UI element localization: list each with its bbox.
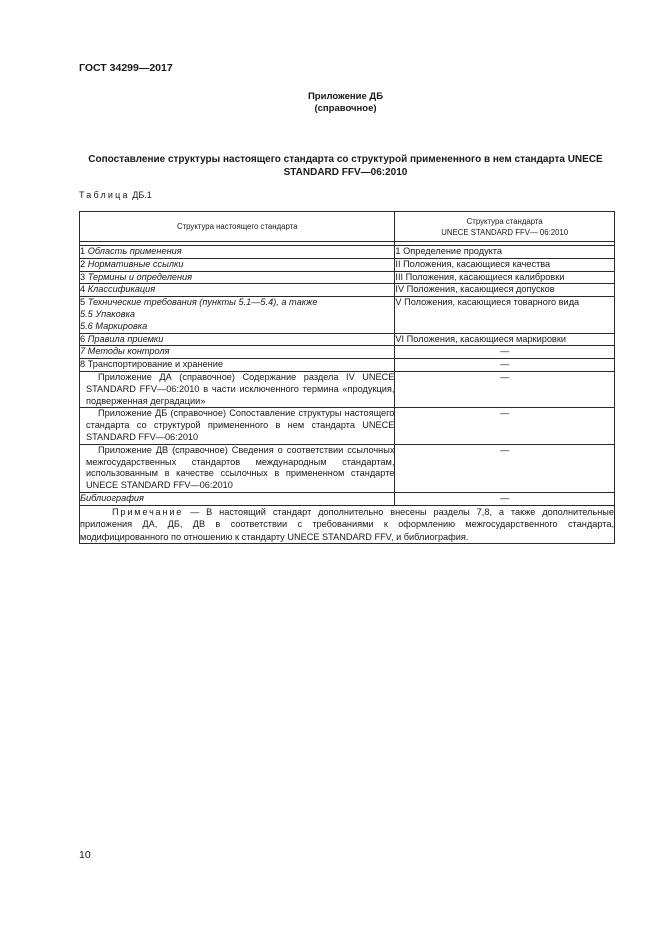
table-caption <box>79 190 152 200</box>
table-row <box>80 333 615 346</box>
section-title: Правила приемки <box>87 333 164 344</box>
row-right-cell: — <box>395 359 615 372</box>
table-row <box>80 258 615 271</box>
table-note-row <box>80 505 615 544</box>
note-text: — В настоящий стандарт дополнительно внесены разделы 7,8, а также дополнительные приложения ДА, ДБ, ДВ в соответствии с требованиями к оформлению межгосударственного стандарта, модифицированного по отношению к стандарту UNECE STANDARD FFV, и библиография. <box>80 506 614 542</box>
table-row <box>80 297 615 333</box>
section-title: Область применения <box>87 246 182 256</box>
section-title: Технические требования (пункты 5.1—5.4), а также <box>87 297 318 308</box>
row-right-cell: VI Положения, касающиеся маркировки <box>395 333 615 346</box>
section-number: 5 <box>80 297 86 308</box>
row-left-cell: Библиография <box>80 492 395 505</box>
table-row <box>80 444 615 492</box>
table-row <box>80 271 615 284</box>
section-number: 1 <box>80 246 86 256</box>
table-header-row <box>80 212 615 242</box>
row-right-cell: — <box>395 408 615 444</box>
row-left-cell: Приложение ДВ (справочное) Сведения о соответствии ссылочных межгосударственных стандартов международным стандартам, использованным в качестве ссылочных в примененном стандарте UNECE STANDARD FFV—06:2010 <box>80 444 395 492</box>
subsection-title: 5.5 Упаковка <box>80 308 135 319</box>
table-caption-word: Таблица <box>79 190 130 200</box>
row-right-cell: V Положения, касающиеся товарного вида <box>395 297 615 333</box>
header-this-standard: Структура настоящего стандарта <box>80 212 395 242</box>
table-row <box>80 371 615 407</box>
section-title: Классификация <box>87 284 156 295</box>
section-heading: Сопоставление структуры настоящего стандарта со структурой примененного в нем стандарта UNECE STANDARD FFV—06:2010 <box>88 154 603 178</box>
row-right-cell: — <box>395 346 615 359</box>
row-left-cell <box>80 246 395 259</box>
table-caption-number: ДБ.1 <box>132 190 152 200</box>
section-number: 4 <box>80 284 86 295</box>
table-row <box>80 346 615 359</box>
table-row <box>80 492 615 505</box>
row-right-cell: II Положения, касающиеся качества <box>395 258 615 271</box>
section-number: 2 <box>80 258 86 269</box>
row-left-cell: 7 Методы контроля <box>80 346 395 359</box>
row-left-cell <box>80 333 395 346</box>
header-unece-line2: UNECE STANDARD FFV— 06:2010 <box>441 227 569 237</box>
row-left-cell <box>80 297 395 333</box>
row-left-cell: Приложение ДА (справочное) Содержание раздела IV UNECE STANDARD FFV—06:2010 в части исключенного термина «продукция, подверженная деградации» <box>80 371 395 407</box>
header-unece-line1: Структура стандарта <box>466 216 543 226</box>
row-left-cell <box>80 284 395 297</box>
table-row <box>80 246 615 259</box>
section-number: 6 <box>80 333 86 344</box>
row-right-cell: IV Положения, касающиеся допусков <box>395 284 615 297</box>
row-left-cell <box>80 258 395 271</box>
row-right-cell: 1 Определение продукта <box>395 246 615 259</box>
table-row <box>80 408 615 444</box>
standard-code: ГОСТ 34299—2017 <box>79 62 173 74</box>
table-row <box>80 359 615 372</box>
row-right-cell: III Положения, касающиеся калибровки <box>395 271 615 284</box>
section-title: Термины и определения <box>87 271 193 282</box>
row-right-cell: — <box>395 371 615 407</box>
section-number: 3 <box>80 271 86 282</box>
table-note <box>80 505 615 544</box>
subsection-title: 5.6 Маркировка <box>80 320 148 331</box>
row-left-cell: 8 Транспортирование и хранение <box>80 359 395 372</box>
row-right-cell: — <box>395 492 615 505</box>
row-left-cell: Приложение ДБ (справочное) Сопоставление структуры настоящего стандарта со структурой примененного в нем стандарта UNECE STANDARD FFV—06:2010 <box>80 408 395 444</box>
page-number: 10 <box>79 849 91 861</box>
structure-comparison-table <box>79 211 615 544</box>
annex-title: Приложение ДБ <box>307 91 384 102</box>
annex-kind: (справочное) <box>314 103 377 114</box>
row-left-cell <box>80 271 395 284</box>
section-title: Нормативные ссылки <box>87 258 184 269</box>
note-label: Примечание <box>112 506 184 517</box>
table-row <box>80 284 615 297</box>
row-right-cell: — <box>395 444 615 492</box>
header-unece-standard <box>395 212 615 242</box>
